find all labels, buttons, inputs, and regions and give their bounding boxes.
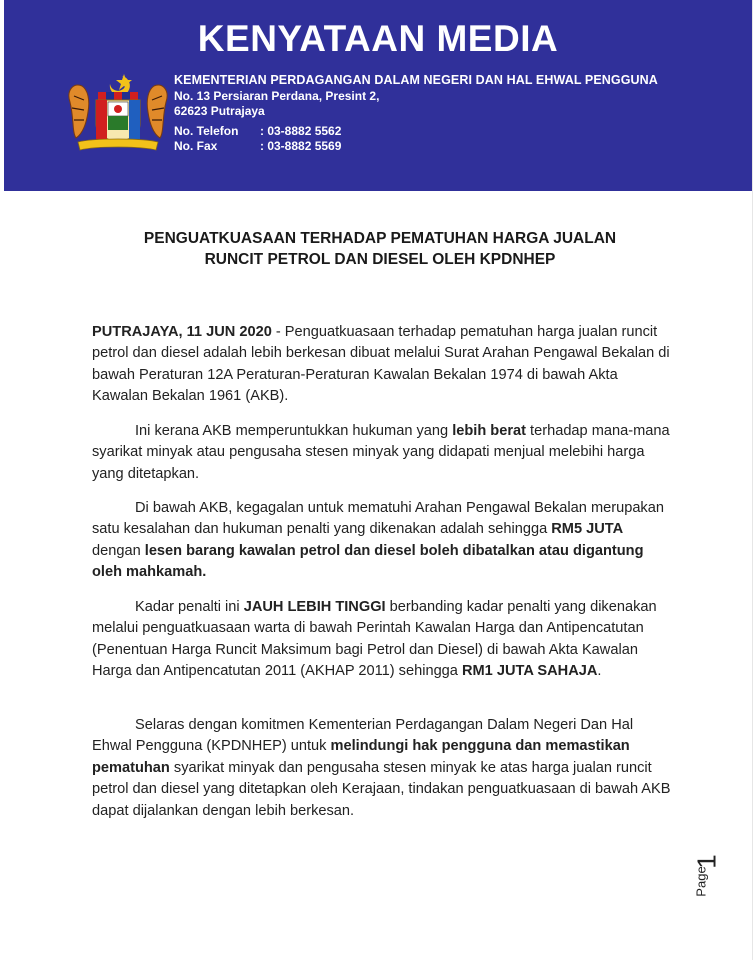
paragraph-2-bold: lebih berat <box>452 423 526 439</box>
phone-label: No. Telefon <box>174 124 239 138</box>
paragraph-5-text-c: syarikat minyak dan pengusaha stesen minyak ke atas harga jualan runcit petrol dan diesel yang ditetapkan oleh Kerajaan, tindakan penguatkuasaan di bawah AKB dapat dijalankan dengan lebih berkesan. <box>92 759 671 819</box>
address-line-2: 62623 Putrajaya <box>174 104 265 118</box>
headline-line-2: RUNCIT PETROL DAN DIESEL OLEH KPDNHEP <box>204 251 556 268</box>
ministry-name: KEMENTERIAN PERDAGANGAN DALAM NEGERI DAN HAL EHWAL PENGGUNA <box>174 73 658 87</box>
fax-label: No. Fax <box>174 139 218 153</box>
page-number: 1 <box>691 854 722 869</box>
paragraph-4 <box>92 597 672 683</box>
paragraph-3-text-c: dengan <box>92 542 145 559</box>
fax-line <box>174 139 341 153</box>
coat-of-arms-icon <box>64 72 172 154</box>
address-line-1: No. 13 Persiaran Perdana, Presint 2, <box>174 89 380 103</box>
paragraph-2-text-a: Ini kerana AKB memperuntukkan hukuman yang <box>135 423 453 439</box>
paragraph-5-bold: melindungi hak pengguna dan memastikan pematuhan <box>92 738 630 776</box>
banner-title: KENYATAAN MEDIA <box>197 18 559 59</box>
paragraph-2-text-c: terhadap mana-mana syarikat minyak atau pengusaha stesen minyak yang didapati menjual melebihi harga yang ditetapkan. <box>92 423 670 482</box>
paragraph-4-bold: JAUH LEBIH TINGGI <box>243 599 386 615</box>
paragraph-4-bold-amount: RM1 JUTA SAHAJA <box>461 663 598 680</box>
page-label: Page <box>693 866 709 897</box>
paragraph-3-text-a: Di bawah AKB, kegagalan untuk mematuhi Arahan Pengawal Bekalan merupakan satu kesalahan dan hukuman penalti yang dikenakan adalah sehingga <box>92 500 664 538</box>
paragraph-2 <box>92 421 672 485</box>
paragraph-1 <box>92 322 672 408</box>
paragraph-5-text-a: Selaras dengan komitmen Kementerian Perdagangan Dalam Negeri Dan Hal Ehwal Pengguna (KPDNHEP) untuk <box>92 717 634 755</box>
headline-line-1: PENGUATKUASAAN TERHADAP PEMATUHAN HARGA JUALAN <box>143 230 617 247</box>
phone-line <box>174 124 341 138</box>
paragraph-3 <box>92 498 672 584</box>
phone-value: : 03-8882 5562 <box>260 124 342 138</box>
paragraph-4-text-a: Kadar penalti ini <box>135 599 244 615</box>
paragraph-3-bold-license: lesen barang kawalan petrol dan diesel boleh dibatalkan atau digantung oleh mahkamah. <box>92 542 644 581</box>
dateline: PUTRAJAYA, 11 JUN 2020 <box>92 324 272 340</box>
media-statement-banner <box>4 0 752 191</box>
paragraph-3-bold-amount: RM5 JUTA <box>551 521 624 538</box>
page-number-marker <box>690 850 724 906</box>
paragraph-4-text-e: . <box>597 663 602 680</box>
paragraph-4-text-c: berbanding kadar penalti yang dikenakan melalui penguatkuasaan warta di bawah Perintah Kawalan Harga dan Antipencatutan (Penentuan Harga Runcit Maksimum bagi Petrol dan Diesel) di bawah Akta Kawalan Harga dan Antipencatutan 2011 (AKHAP 2011) sehingga <box>92 599 657 680</box>
paragraph-5 <box>92 715 672 822</box>
paragraph-1-text: - Penguatkuasaan terhadap pematuhan harga jualan runcit petrol dan diesel adalah lebih berkesan dibuat melalui Surat Arahan Pengawal Bekalan di bawah Peraturan 12A Peraturan-Peraturan Kawalan Bekalan 1974 di bawah Akta Kawalan Bekalan 1961 (AKB). <box>92 324 670 405</box>
fax-value: : 03-8882 5569 <box>260 139 342 153</box>
statement-headline <box>90 228 670 270</box>
